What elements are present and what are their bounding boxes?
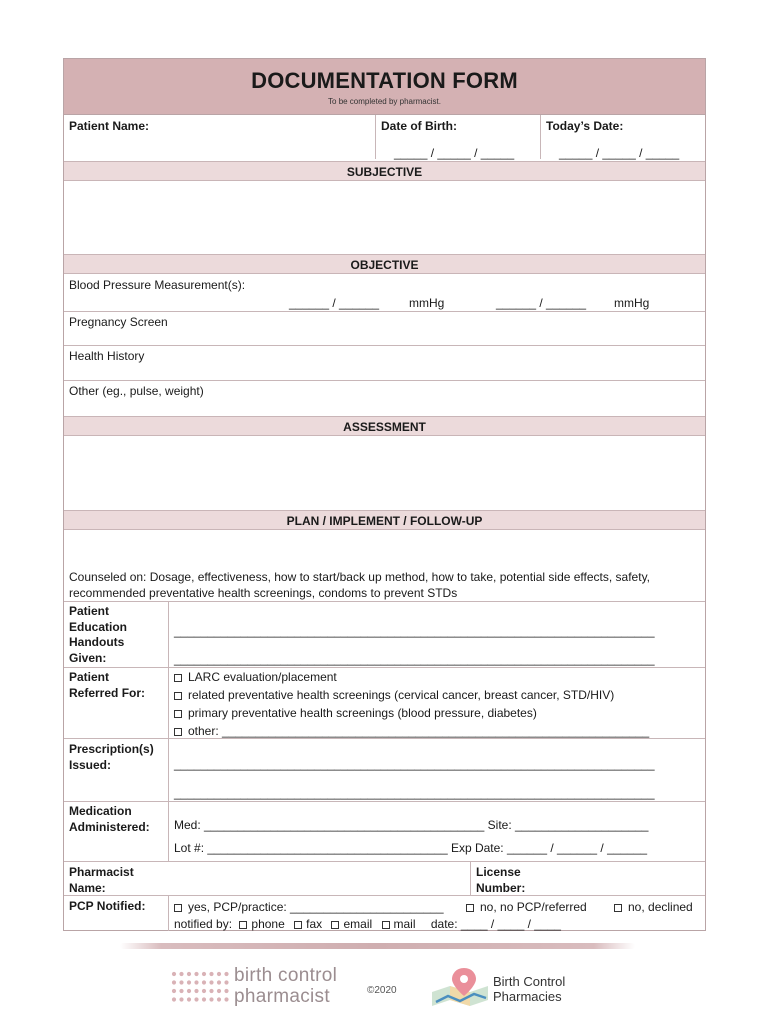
- counseled-text: Counseled on: Dosage, effectiveness, how to start/back up method, how to take, potential side effects, safety, recommended preventative health screenings, condoms to prevent STDs: [69, 570, 651, 600]
- checkbox[interactable]: [174, 674, 182, 682]
- notify-fax-option[interactable]: fax: [294, 917, 322, 931]
- med-site-line[interactable]: Med: __________________________________________ Site: ____________________: [174, 818, 649, 832]
- pcp-notified-label: PCP Notified:: [69, 899, 146, 913]
- objective-band: OBJECTIVE: [64, 254, 705, 274]
- pcp-no-declined-option[interactable]: no, declined: [614, 900, 693, 914]
- health-history-label: Health History: [69, 349, 145, 363]
- assessment-field[interactable]: [65, 437, 704, 507]
- patient-name-label: Patient Name:: [69, 119, 150, 133]
- license-label: License Number:: [476, 865, 526, 895]
- form-title: DOCUMENTATION FORM: [251, 68, 518, 93]
- checkbox[interactable]: [174, 710, 182, 718]
- checkbox[interactable]: [174, 904, 182, 912]
- checkbox[interactable]: [466, 904, 474, 912]
- logo-left-line2: pharmacist: [234, 986, 330, 1007]
- assessment-band: ASSESSMENT: [64, 416, 705, 436]
- subjective-band: SUBJECTIVE: [64, 161, 705, 181]
- checkbox[interactable]: [174, 728, 182, 736]
- checkbox[interactable]: [331, 921, 339, 929]
- patient-name-field[interactable]: [65, 115, 375, 159]
- bp-field-1[interactable]: ______ / ______: [289, 296, 380, 310]
- notified-by-row: notified by: phone fax email mail date: ____ / ____ / ____: [174, 917, 561, 931]
- bp-field-2[interactable]: ______ / ______: [496, 296, 587, 310]
- prescription-line-1[interactable]: ________________________________________________________________________: [174, 757, 655, 771]
- notify-mail-option[interactable]: mail: [382, 917, 416, 931]
- plan-band: PLAN / IMPLEMENT / FOLLOW-UP: [64, 510, 705, 530]
- dob-label: Date of Birth:: [381, 119, 457, 133]
- pregnancy-screen-label: Pregnancy Screen: [69, 315, 168, 329]
- today-date-label: Today’s Date:: [546, 119, 624, 133]
- referred-label: Patient Referred For:: [69, 670, 146, 700]
- prescription-line-2[interactable]: ________________________________________________________________________: [174, 786, 655, 800]
- subjective-field[interactable]: [65, 182, 704, 252]
- map-pin-icon: [430, 966, 490, 1008]
- referral-option[interactable]: related preventative health screenings (cervical cancer, breast cancer, STD/HIV): [174, 688, 614, 702]
- lot-exp-line[interactable]: Lot #: ____________________________________ Exp Date: ______ / ______ / ______: [174, 841, 648, 855]
- checkbox[interactable]: [294, 921, 302, 929]
- referral-option[interactable]: other: ________________________________________________________________: [174, 724, 649, 738]
- bp-label: Blood Pressure Measurement(s):: [69, 278, 246, 292]
- referral-option[interactable]: primary preventative health screenings (blood pressure, diabetes): [174, 706, 537, 720]
- bp-unit-2: mmHg: [614, 296, 650, 310]
- referral-option[interactable]: LARC evaluation/placement: [174, 670, 337, 684]
- today-date-field[interactable]: _____ / _____ / _____: [559, 146, 680, 160]
- logo-right-line1: Birth Control: [493, 974, 566, 989]
- bp-unit-1: mmHg: [409, 296, 445, 310]
- education-line-1[interactable]: ________________________________________________________________________: [174, 624, 655, 638]
- decorative-brush-stroke: [120, 943, 635, 949]
- form-subtitle: To be completed by pharmacist.: [328, 97, 441, 106]
- education-label: Patient Education Handouts Given:: [69, 604, 128, 665]
- other-label: Other (eg., pulse, weight): [69, 384, 204, 398]
- prescription-label: Prescription(s) Issued:: [69, 742, 154, 772]
- dot-grid-icon: [170, 969, 232, 1005]
- checkbox[interactable]: [239, 921, 247, 929]
- pharmacist-name-label: Pharmacist Name:: [69, 865, 134, 895]
- copyright: ©2020: [367, 985, 397, 996]
- education-line-2[interactable]: ________________________________________________________________________: [174, 652, 655, 666]
- logo-left-line1: birth control: [234, 965, 338, 986]
- documentation-form: [63, 58, 706, 931]
- header-band: [64, 59, 705, 115]
- notify-email-option[interactable]: email: [331, 917, 372, 931]
- pharmacist-name-field[interactable]: [168, 862, 468, 895]
- pcp-no-referred-option[interactable]: no, no PCP/referred: [466, 900, 587, 914]
- notify-phone-option[interactable]: phone: [239, 917, 284, 931]
- medication-label: Medication Administered:: [69, 804, 150, 834]
- checkbox[interactable]: [382, 921, 390, 929]
- checkbox[interactable]: [614, 904, 622, 912]
- logo-right-line2: Pharmacies: [493, 989, 562, 1004]
- pcp-yes-option[interactable]: yes, PCP/practice: _______________________: [174, 900, 444, 914]
- checkbox[interactable]: [174, 692, 182, 700]
- dob-field[interactable]: _____ / _____ / _____: [394, 146, 515, 160]
- notify-date-field[interactable]: date: ____ / ____ / ____: [430, 917, 561, 931]
